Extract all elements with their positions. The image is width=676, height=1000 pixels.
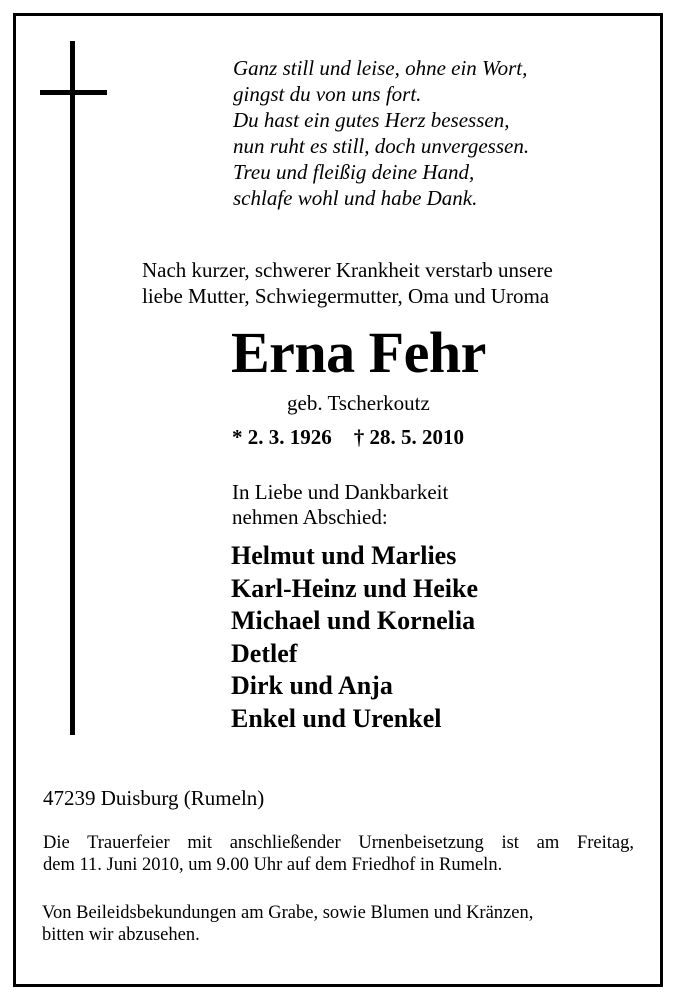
poem-line: Treu und fleißig deine Hand, [233, 160, 475, 184]
mourner-name: Michael und Kornelia [231, 606, 476, 635]
mourner-name: Karl-Heinz und Heike [231, 573, 478, 603]
poem-line: Ganz still und leise, ohne ein Wort, [233, 56, 528, 80]
poem-line: nun ruht es still, doch unvergessen. [233, 134, 530, 158]
death-date: † 28. 5. 2010 [353, 425, 464, 449]
deceased-name: Erna Fehr [231, 320, 486, 385]
condolences-line: bitten wir abzusehen. [42, 925, 200, 945]
cross-icon-crossbar [40, 90, 107, 95]
ceremony-line: Die Trauerfeier mit anschließender Urnenbeisetzung ist am Freitag, [43, 833, 634, 853]
poem-line: gingst du von uns fort. [233, 82, 422, 106]
farewell-line: In Liebe und Dankbarkeit [232, 480, 449, 504]
ceremony-notice [43, 832, 634, 876]
announcement-intro [142, 257, 642, 309]
condolences-notice [42, 902, 533, 946]
farewell-line: nehmen Abschied: [232, 505, 388, 529]
mourner-name: Enkel und Urenkel [231, 703, 442, 733]
mourners-list [231, 540, 478, 735]
poem-line: Du hast ein gutes Herz besessen, [233, 108, 510, 132]
location: 47239 Duisburg (Rumeln) [43, 786, 265, 810]
maiden-name: geb. Tscherkoutz [287, 391, 430, 415]
life-dates [232, 423, 464, 451]
farewell-text [232, 480, 448, 530]
ceremony-line: dem 11. Juni 2010, um 9.00 Uhr auf dem Friedhof in Rumeln. [43, 855, 503, 875]
mourner-name: Helmut und Marlies [231, 541, 457, 570]
condolences-line: Von Beileidsbekundungen am Grabe, sowie Blumen und Kränzen, [42, 903, 534, 923]
intro-line: liebe Mutter, Schwiegermutter, Oma und Uroma [142, 284, 550, 308]
intro-line: Nach kurzer, schwerer Krankheit verstarb unsere [142, 258, 553, 282]
poem-line: schlafe wohl und habe Dank. [233, 186, 478, 210]
mourner-name: Detlef [231, 638, 298, 668]
mourner-name: Dirk und Anja [231, 671, 393, 700]
cross-icon [70, 41, 75, 735]
birth-date: * 2. 3. 1926 [232, 425, 332, 449]
poem [233, 55, 633, 211]
